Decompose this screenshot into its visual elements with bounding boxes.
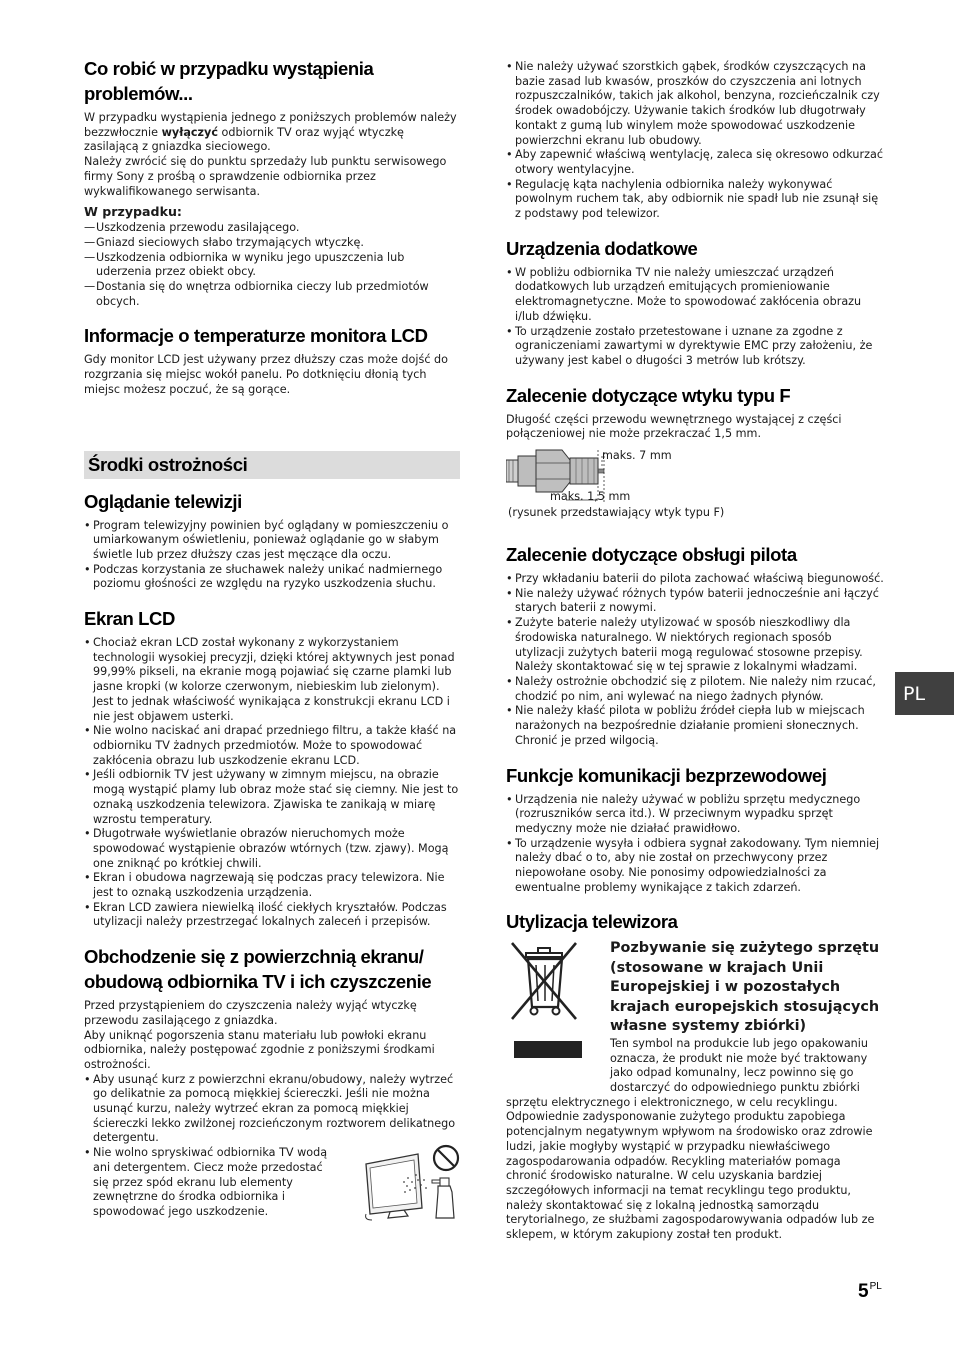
list-item: — Uszkodzenia przewodu zasilającego.: [84, 221, 460, 236]
cleaning-list-spray: [84, 1146, 334, 1220]
list-item: • To urządzenie zostało przetestowane i uznane za zgodne z ograniczeniami zawartymi w dyrektywie EMC przy założeniu, że używany jest kabel o długości 3 metrów lub krótszy.: [506, 325, 884, 369]
watching-section: [84, 489, 460, 593]
precautions-band: [84, 451, 460, 479]
remote-title: Zalecenie dotyczące obsługi pilota: [506, 544, 797, 566]
temperature-section: [84, 323, 460, 397]
cleaning-paragraph-1: Przed przystąpieniem do czyszczenia należy wyjąć wtyczkę przewodu zasilającego z gniazdka.: [84, 999, 417, 1027]
right-column: [506, 60, 884, 1243]
list-item: • Długotrwałe wyświetlanie obrazów nieruchomych może spowodować wystąpienie obrazów wtórnych (tzw. zjawy). Mogą one zniknąć po krótkiej chwili.: [84, 827, 460, 871]
precautions-title: Środki ostrożności: [88, 454, 248, 476]
remote-section: [506, 542, 884, 748]
accessories-title: Urządzenia dodatkowe: [506, 237, 698, 259]
fplug-title: Zalecenie dotyczące wtyku typu F: [506, 384, 791, 406]
list-item: • Nie wolno spryskiwać odbiornika TV wodą ani detergentem. Ciecz może przedostać się przez spód ekranu lub elementy zewnętrzne do środka odbiornika i spowodować jego uszkodzenie.: [84, 1146, 334, 1220]
list-item: • W pobliżu odbiornika TV nie należy umieszczać urządzeń dodatkowych lub urządzeń emitujących promieniowanie elektromagnetyczne. Może to spowodować zakłócenia obrazu i/lub dźwięku.: [506, 266, 884, 325]
cleaning-list: [84, 1073, 460, 1147]
disposal-section: [506, 909, 884, 1242]
list-item: • Jeśli odbiornik TV jest używany w zimnym miejscu, na obrazie mogą wystąpić plamy lub obraz może stać się ciemny. Nie jest to oznaką uszkodzenia telewizora. Zjawiska te zanikają w miarę wzrostu temperatury.: [84, 768, 460, 827]
problems-paragraph-1: W przypadku wystąpienia jednego z poniższych problemów należy bezzwłocznie wyłączyć odbiornik TV oraz wyjąć wtyczkę zasilającą z gniazdka sieciowego.: [84, 111, 457, 154]
fplug-caption: (rysunek przedstawiający wtyk typu F): [508, 506, 725, 520]
cleaning-list-continued: [506, 60, 884, 222]
list-item: • Aby usunąć kurz z powierzchni ekranu/obudowy, należy wytrzeć go delikatnie za pomocą miękkiej ściereczki. Jeśli nie można usunąć kurzu, należy wytrzeć ekran za pomocą miękkiej ściereczki lekko zwilżonej rozcieńczonym roztworem delikatnego detergentu.: [84, 1073, 460, 1147]
list-item: • Zużyte baterie należy utylizować w sposób nieszkodliwy dla środowiska naturalnego. W niektórych regionach sposób utylizacji zużytych baterii mogą regulować stosowne przepisy. Należy skontaktować się w tej sprawie z lokalnymi władzami.: [506, 616, 884, 675]
cleaning-paragraph-2: Aby uniknąć pogorszenia stanu materiału lub powłoki ekranu odbiornika, należy postępować zgodnie z poniższymi środkami ostrożności.: [84, 1028, 435, 1071]
cleaning-section: [84, 944, 460, 1220]
problems-list: [84, 221, 460, 309]
lcd-title: Ekran LCD: [84, 608, 175, 630]
problems-paragraph-2: Należy zwrócić się do punktu sprzedaży lub punktu serwisowego firmy Sony z prośbą o sprawdzenie odbiornika przez wykwalifikowanego serwisanta.: [84, 155, 447, 198]
watching-title: Oglądanie telewizji: [84, 490, 242, 512]
list-item: • Ekran i obudowa nagrzewają się podczas pracy telewizora. Nie jest to oznaką uszkodzenia urządzenia.: [84, 871, 460, 900]
list-item: • Ekran LCD zawiera niewielką ilość ciekłych kryształów. Podczas utylizacji należy przestrzegać lokalnych zaleceń i przepisów.: [84, 901, 460, 930]
problems-section: [84, 56, 460, 309]
language-tab: PL: [895, 672, 954, 715]
disposal-text-first: Ten symbol na produkcie lub jego opakowaniu oznacza, że produkt nie może być traktowany jako odpad komunalny, lecz powinno się go dostarczyć do odpowiedniego punktu zbiórki: [610, 1036, 868, 1095]
spray-warning: [84, 1146, 460, 1220]
list-item: • Nie wolno naciskać ani drapać przedniego filtru, a także kłaść na odbiorniku TV żadnych przedmiotów. Może to spowodować zakłócenia obrazu lub uszkodzenie ekranu LCD.: [84, 724, 460, 768]
max-15mm-label: maks. 1,5 mm: [550, 490, 631, 504]
list-item: • Należy ostrożnie obchodzić się z pilotem. Nie należy nim rzucać, chodzić po nim, ani wylewać na niego żadnych płynów.: [506, 675, 884, 704]
list-item: • Urządzenia nie należy używać w pobliżu sprzętu medycznego (rozruszników serca itd.). W przeciwnym wypadku sprzęt medyczny może nie działać prawidłowo.: [506, 793, 884, 837]
list-item: — Gniazd sieciowych słabo trzymających wtyczkę.: [84, 236, 460, 251]
wireless-list: [506, 793, 884, 896]
weee-block: [506, 939, 884, 1242]
page-number: $5^{PL}$: [858, 1281, 882, 1302]
wireless-title: Funkcje komunikacji bezprzewodowej: [506, 764, 827, 786]
remote-list: [506, 572, 884, 748]
disposal-text-rest: sprzętu elektrycznego i elektronicznego, w celu recyklingu. Odpowiednie zadysponowanie zużytego produktu zapobiega potencjalnym negatywnym wpływom na środowisko oraz zdrowie ludzi, jakie mogłyby wystąpić w przypadku niewłaściwego zagospodarowania odpadów. Recykling materiałów pomaga chronić środowisko naturalne. W celu uzyskania bardziej szczegółowych informacji na temat recyklingu tego produktu, należy skontaktować się z lokalną jednostką samorządu terytorialnego, ze służbami zagospodarowywania odpadów lub ze sklepem, w którym zakupiony został ten produkt.: [506, 1095, 875, 1242]
list-item: — Dostania się do wnętrza odbiornika cieczy lub przedmiotów obcych.: [84, 280, 460, 309]
disposal-subtitle: Pozbywanie się zużytego sprzętu (stosowane w krajach Unii Europejskiej i w pozostałych krajach europejskich stosujących własne systemy zbiórki): [610, 940, 880, 1035]
list-item: • Aby zapewnić właściwą wentylację, zaleca się okresowo odkurzać otwory wentylacyjne.: [506, 148, 884, 177]
list-item: • To urządzenie wysyła i odbiera sygnał zakodowany. Tym niemniej należy dbać o to, aby nie został on przechwycony przez niepowołane osoby. Nie ponosimy odpowiedzialności za ewentualne problemy wynikające z takich zdarzeń.: [506, 837, 884, 896]
accessories-list: [506, 266, 884, 369]
crossed-bin-icon: [506, 939, 584, 1061]
max-7mm-label: maks. 7 mm: [602, 449, 672, 463]
temperature-title: Informacje o temperaturze monitora LCD: [84, 325, 428, 347]
list-item: • Nie należy używać szorstkich gąbek, środków czyszczących na bazie zasad lub kwasów, proszków do czyszczenia ani lotnych rozpuszczalników, takich jak alkohol, benzyna, rozcieńczalnik czy środek owadobójczy. Używanie takich środków lub długotrwały kontakt z gumą lub winylem może spowodować uszkodzenie powierzchni ekranu lub obudowy.: [506, 60, 884, 148]
disposal-title: Utylizacja telewizora: [506, 911, 678, 933]
fplug-section: [506, 383, 884, 530]
list-item: • Nie należy kłaść pilota w pobliżu źródeł ciepła lub w miejscach narażonych na bezpośrednie działanie promieni słonecznych. Chronić je przed wilgocią.: [506, 704, 884, 748]
no-spray-illustration: [360, 1142, 462, 1224]
list-item: • Przy wkładaniu baterii do pilota zachować właściwą biegunowość.: [506, 572, 884, 587]
fplug-figure: [506, 446, 884, 530]
lcd-section: [84, 606, 460, 930]
watching-list: [84, 519, 460, 593]
list-item: • Program telewizyjny powinien być oglądany w pomieszczeniu o umiarkowanym oświetleniu, ponieważ oglądanie go w słabym świetle lub przez dłuższy czas jest męczące dla oczu.: [84, 519, 460, 563]
list-item: — Uszkodzenia odbiornika w wyniku jego upuszczenia lub uderzenia przez obiekt obcy.: [84, 251, 460, 280]
fplug-text: Długość części przewodu wewnętrznego wystającej z części połączeniowej nie może przekraczać 1,5 mm.: [506, 412, 842, 441]
cleaning-title: Obchodzenie się z powierzchnią ekranu/ obudową odbiornika TV i ich czyszczenie: [84, 946, 432, 993]
lcd-list: [84, 636, 460, 930]
temperature-text: Gdy monitor LCD jest używany przez dłuższy czas może dojść do rozgrzania się miejsc wokół panelu. Po dotknięciu dłonią tych miejsc możesz poczuć, że są gorące.: [84, 353, 448, 396]
list-item: • Regulację kąta nachylenia odbiornika należy wykonywać powolnym ruchem tak, aby odbiornik nie spadł lub nie zsunął się z podstawy pod telewizor.: [506, 178, 884, 222]
list-item: • Podczas korzystania ze słuchawek należy unikać nadmiernego poziomu głośności ze względu na ryzyko uszkodzenia słuchu.: [84, 563, 460, 592]
list-item: • Chociaż ekran LCD został wykonany z wykorzystaniem technologii wysokiej precyzji, dzięki której aktywnych jest ponad 99,99% pikseli, na ekranie mogą pojawiać się czarne plamki lub jasne kropki (w kolorze czerwonym, niebieskim lub zielonym). Jest to jednak właściwość wynikająca z konstrukcji ekranu LCD i nie jest objawem usterki.: [84, 636, 460, 724]
left-column: [84, 56, 460, 1220]
wireless-section: [506, 763, 884, 896]
list-item: • Nie należy używać różnych typów baterii jednocześnie ani łączyć starych baterii z nowymi.: [506, 587, 884, 616]
accessories-section: [506, 236, 884, 369]
problems-title: Co robić w przypadku wystąpienia problemów...: [84, 58, 374, 104]
problems-subtitle: W przypadku:: [84, 204, 182, 220]
